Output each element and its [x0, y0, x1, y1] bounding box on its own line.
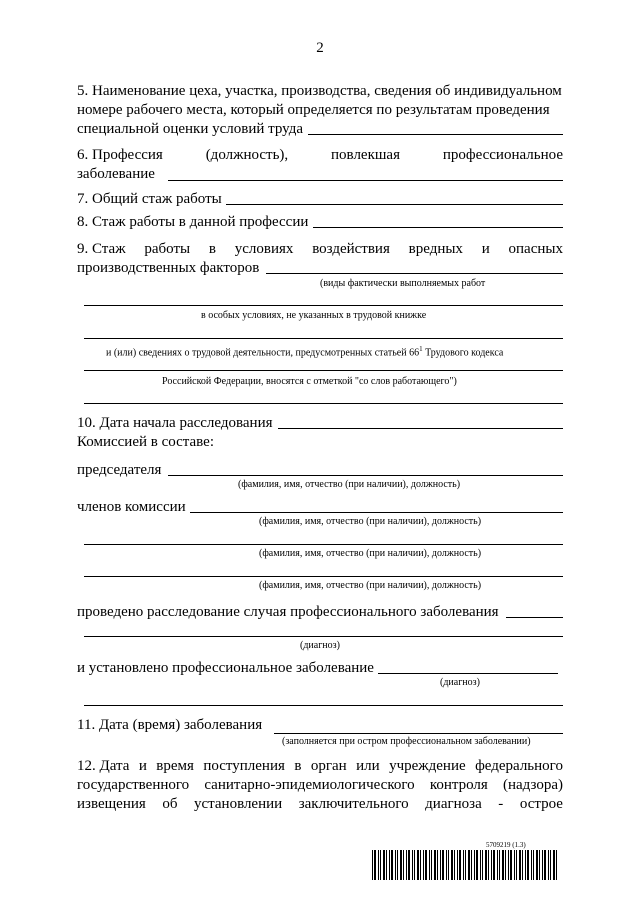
- item6-blank-line[interactable]: [168, 180, 563, 181]
- item5-blank-line[interactable]: [308, 134, 563, 135]
- members-blank-line-3[interactable]: [84, 576, 563, 577]
- item11-hint: (заполняется при остром профессиональном заболевании): [282, 736, 531, 747]
- item12-line2: государственного санитарно-эпидемиологического контроля (надзора): [77, 777, 563, 793]
- item9-hint-2: в особых условиях, не указанных в трудовой книжке: [201, 310, 427, 321]
- commission-label: Комиссией в составе:: [77, 434, 215, 450]
- barcode-icon: [372, 850, 560, 880]
- members-hint-3: (фамилия, имя, отчество (при наличии), должность): [259, 580, 482, 591]
- item11-blank-line[interactable]: [274, 733, 563, 734]
- diagnosis-hint-1: (диагноз): [300, 640, 340, 651]
- members-hint-1: (фамилия, имя, отчество (при наличии), должность): [259, 516, 482, 527]
- established-label: и установлено профессиональное заболевание: [77, 660, 374, 676]
- item9-blank-line-4[interactable]: [84, 370, 563, 371]
- item9-blank-line-2[interactable]: [84, 305, 563, 306]
- investigation-label: проведено расследование случая профессионального заболевания: [77, 604, 499, 620]
- item9-line1: 9. Стаж работы в условиях воздействия вредных и опасных: [77, 241, 563, 257]
- item6-line1: 6. Профессия (должность), повлекшая профессиональное: [77, 147, 563, 163]
- item9-blank-line-5[interactable]: [84, 403, 563, 404]
- item5-line2: номере рабочего места, который определяется по результатам проведения: [77, 102, 550, 118]
- members-hint-2: (фамилия, имя, отчество (при наличии), должность): [259, 548, 482, 559]
- investigation-blank-line-2[interactable]: [84, 636, 563, 637]
- item9-line2: производственных факторов: [77, 260, 260, 276]
- item7-label: 7. Общий стаж работы: [77, 191, 222, 207]
- form-code: 5709219 (1.3): [486, 841, 526, 849]
- members-label: членов комиссии: [77, 499, 186, 515]
- item9-hint-1: (виды фактически выполняемых работ: [320, 278, 486, 289]
- page-number: 2: [316, 40, 324, 56]
- item9-hint-4: Российской Федерации, вносятся с отметкой "со слов работающего"): [162, 376, 457, 387]
- item9-blank-line-1[interactable]: [266, 273, 563, 274]
- item5-line1: 5. Наименование цеха, участка, производства, сведения об индивидуальном: [77, 83, 562, 99]
- item5-line3: специальной оценки условий труда: [77, 121, 304, 137]
- item11-label: 11. Дата (время) заболевания: [77, 717, 263, 733]
- members-blank-line-1[interactable]: [190, 512, 563, 513]
- item8-label: 8. Стаж работы в данной профессии: [77, 214, 309, 230]
- item9-blank-line-3[interactable]: [84, 338, 563, 339]
- item6-line2: заболевание: [77, 166, 155, 182]
- item7-blank-line[interactable]: [226, 204, 563, 205]
- item10-label: 10. Дата начала расследования: [77, 415, 273, 431]
- investigation-blank-line-1[interactable]: [506, 617, 563, 618]
- item8-blank-line[interactable]: [313, 227, 563, 228]
- diagnosis-hint-2: (диагноз): [440, 677, 480, 688]
- item9-hint-3: и (или) сведениях о трудовой деятельности, предусмотренных статьей $66^1$ Трудового кодекса: [106, 345, 504, 359]
- item10-blank-line[interactable]: [278, 428, 563, 429]
- item12-line3: извещения об установлении заключительного диагноза - острое: [77, 796, 563, 812]
- chair-blank-line[interactable]: [168, 475, 563, 476]
- item12-line1: 12. Дата и время поступления в орган или учреждение федерального: [77, 758, 563, 774]
- established-blank-line-2[interactable]: [84, 705, 563, 706]
- chair-label: председателя: [77, 462, 162, 478]
- established-blank-line-1[interactable]: [378, 673, 558, 674]
- members-blank-line-2[interactable]: [84, 544, 563, 545]
- chair-hint: (фамилия, имя, отчество (при наличии), должность): [238, 479, 461, 490]
